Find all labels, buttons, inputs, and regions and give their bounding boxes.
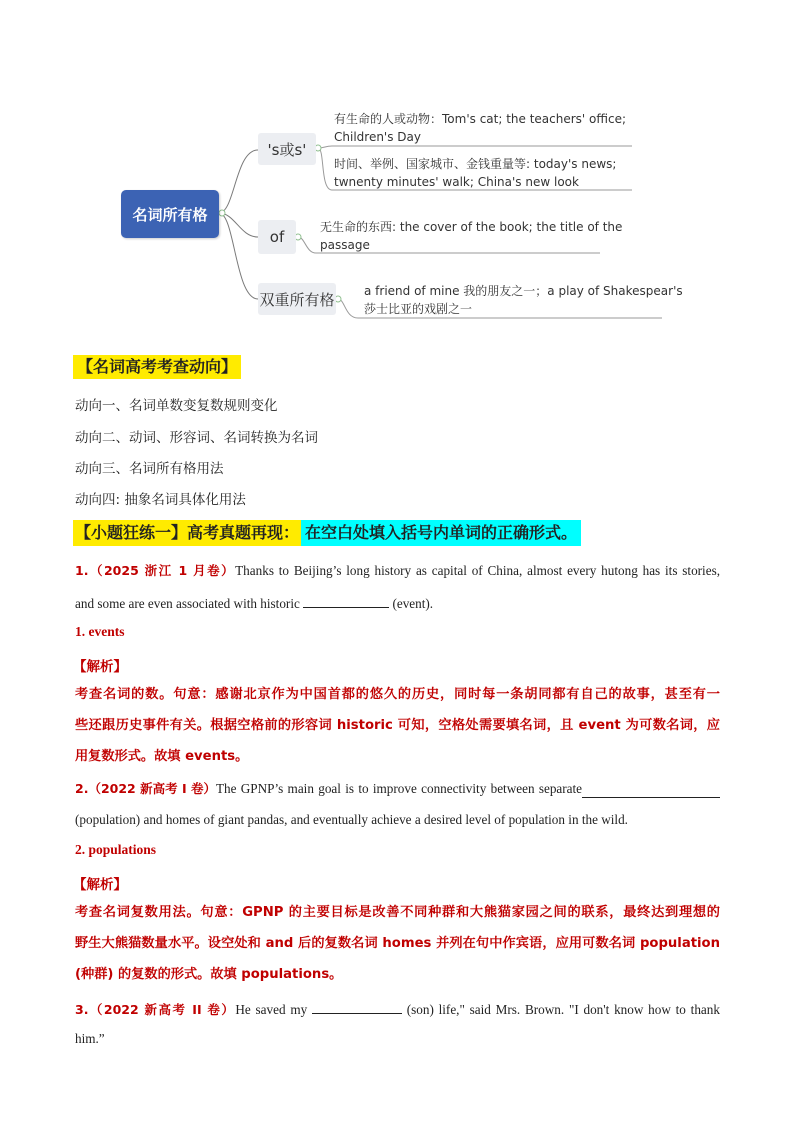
question-1-number: 1. [75, 563, 89, 578]
leaf-line: 时间、举例、国家城市、金钱重量等: today's news; [334, 157, 617, 171]
question-3-text-before-blank: He saved my [235, 1002, 312, 1017]
leaf-line: 无生命的东西: the cover of the book; the title of the [320, 220, 623, 234]
question-1-hint: (event). [389, 596, 434, 611]
question-2-source: （2022 新高考 I 卷） [88, 781, 216, 796]
question-3-answer-blank[interactable] [312, 999, 402, 1014]
practice-heading-main: 【小题狂练一】高考真题再现： [73, 520, 301, 546]
question-1-text: Thanks to Beijing’s long history as capital of China, almost every hutong has its stories, [235, 563, 720, 578]
leaf-line: 莎士比亚的戏剧之一 [364, 302, 473, 316]
leaf-line: 有生命的人或动物：Tom's cat; the teachers' office; [334, 112, 627, 126]
question-3-text-after-blank: (son) life," said Mrs. Brown. "I don't know how to thank [401, 1002, 720, 1017]
connector-s-leaf-1 [318, 146, 632, 148]
section-heading-practice [73, 520, 581, 546]
leaf-line: a friend of mine 我的朋友之一；a play of Shakespear's [364, 284, 683, 298]
question-2-text: The GPNP’s main goal is to improve connectivity between separate [215, 781, 583, 796]
question-2-answer-blank[interactable] [582, 783, 720, 798]
question-3-line-2: him.” [75, 1031, 105, 1046]
collapse-circle-root [219, 210, 225, 216]
trend-item-4: 动向四: 抽象名词具体化用法 [75, 492, 246, 508]
branch-node-double-possessive: 双重所有格 [258, 283, 336, 315]
question-2-analysis-line-3: (种群) 的复数的形式。故填 populations。 [75, 967, 343, 982]
connector-root-to-of [219, 213, 258, 237]
question-1-analysis-line-3: 用复数形式。故填 events。 [75, 749, 249, 764]
question-2-line-1 [75, 780, 720, 798]
question-1-text-before-blank: and some are even associated with historic [75, 596, 304, 611]
question-2-answer: 2. populations [75, 842, 157, 857]
question-2-number: 2. [75, 781, 89, 796]
question-1-analysis-line-1: 考查名词的数。句意：感谢北京作为中国首都的悠久的历史，同时每一条胡同都有自己的故事，甚至有一 [75, 687, 720, 702]
question-2-analysis-line-2: 野生大熊猫数量水平。设空处和 and 后的复数名词 homes 并列在句中作宾语，应用可数名词 population [75, 936, 720, 951]
leaf-living-things [334, 110, 626, 146]
mind-map-root-node: 名词所有格 [121, 190, 219, 238]
branch-node-of: of [258, 220, 296, 254]
trend-item-3: 动向三、名词所有格用法 [75, 461, 224, 477]
question-1-answer: 1. events [75, 624, 125, 639]
question-3-number: 3. [75, 1002, 89, 1017]
practice-heading-instruction: 在空白处填入括号内单词的正确形式。 [301, 520, 581, 546]
leaf-non-living [320, 218, 622, 254]
connector-root-to-s [219, 150, 258, 213]
question-1-line-2 [75, 593, 720, 613]
leaf-line: Children's Day [334, 130, 421, 144]
question-2-analysis-line-1: 考查名词复数用法。句意：GPNP 的主要目标是改善不同种群和大熊猫家园之间的联系，最终达到理想的 [75, 905, 720, 920]
leaf-line: passage [320, 238, 370, 252]
question-3-line-1 [75, 999, 720, 1019]
question-3-source: （2022 新高考 II 卷） [88, 1002, 236, 1017]
mind-map [0, 0, 794, 340]
question-2-analysis-label: 【解析】 [73, 877, 127, 893]
leaf-time-places [334, 155, 616, 191]
trend-item-1: 动向一、名词单数变复数规则变化 [75, 398, 278, 414]
question-1-analysis-line-2: 些还跟历史事件有关。根据空格前的形容词 historic 可知，空格处需要填名词，且 event 为可数名词，应 [75, 718, 720, 733]
branch-node-possessive-s: 's或s' [258, 133, 316, 165]
leaf-line: twnenty minutes' walk; China's new look [334, 175, 579, 189]
leaf-double-example [364, 282, 683, 318]
question-2-line-2: (population) and homes of giant pandas, and eventually achieve a desired level of population in the wild. [75, 812, 628, 827]
question-1-analysis-label: 【解析】 [73, 659, 127, 675]
question-1-answer-blank[interactable] [303, 593, 389, 608]
trend-item-2: 动向二、动词、形容词、名词转换为名词 [75, 430, 318, 446]
question-1-source: （2025 浙江 1 月卷） [88, 563, 236, 578]
question-1-line-1 [75, 562, 720, 580]
section-heading-trends: 【名词高考考查动向】 [73, 355, 241, 379]
